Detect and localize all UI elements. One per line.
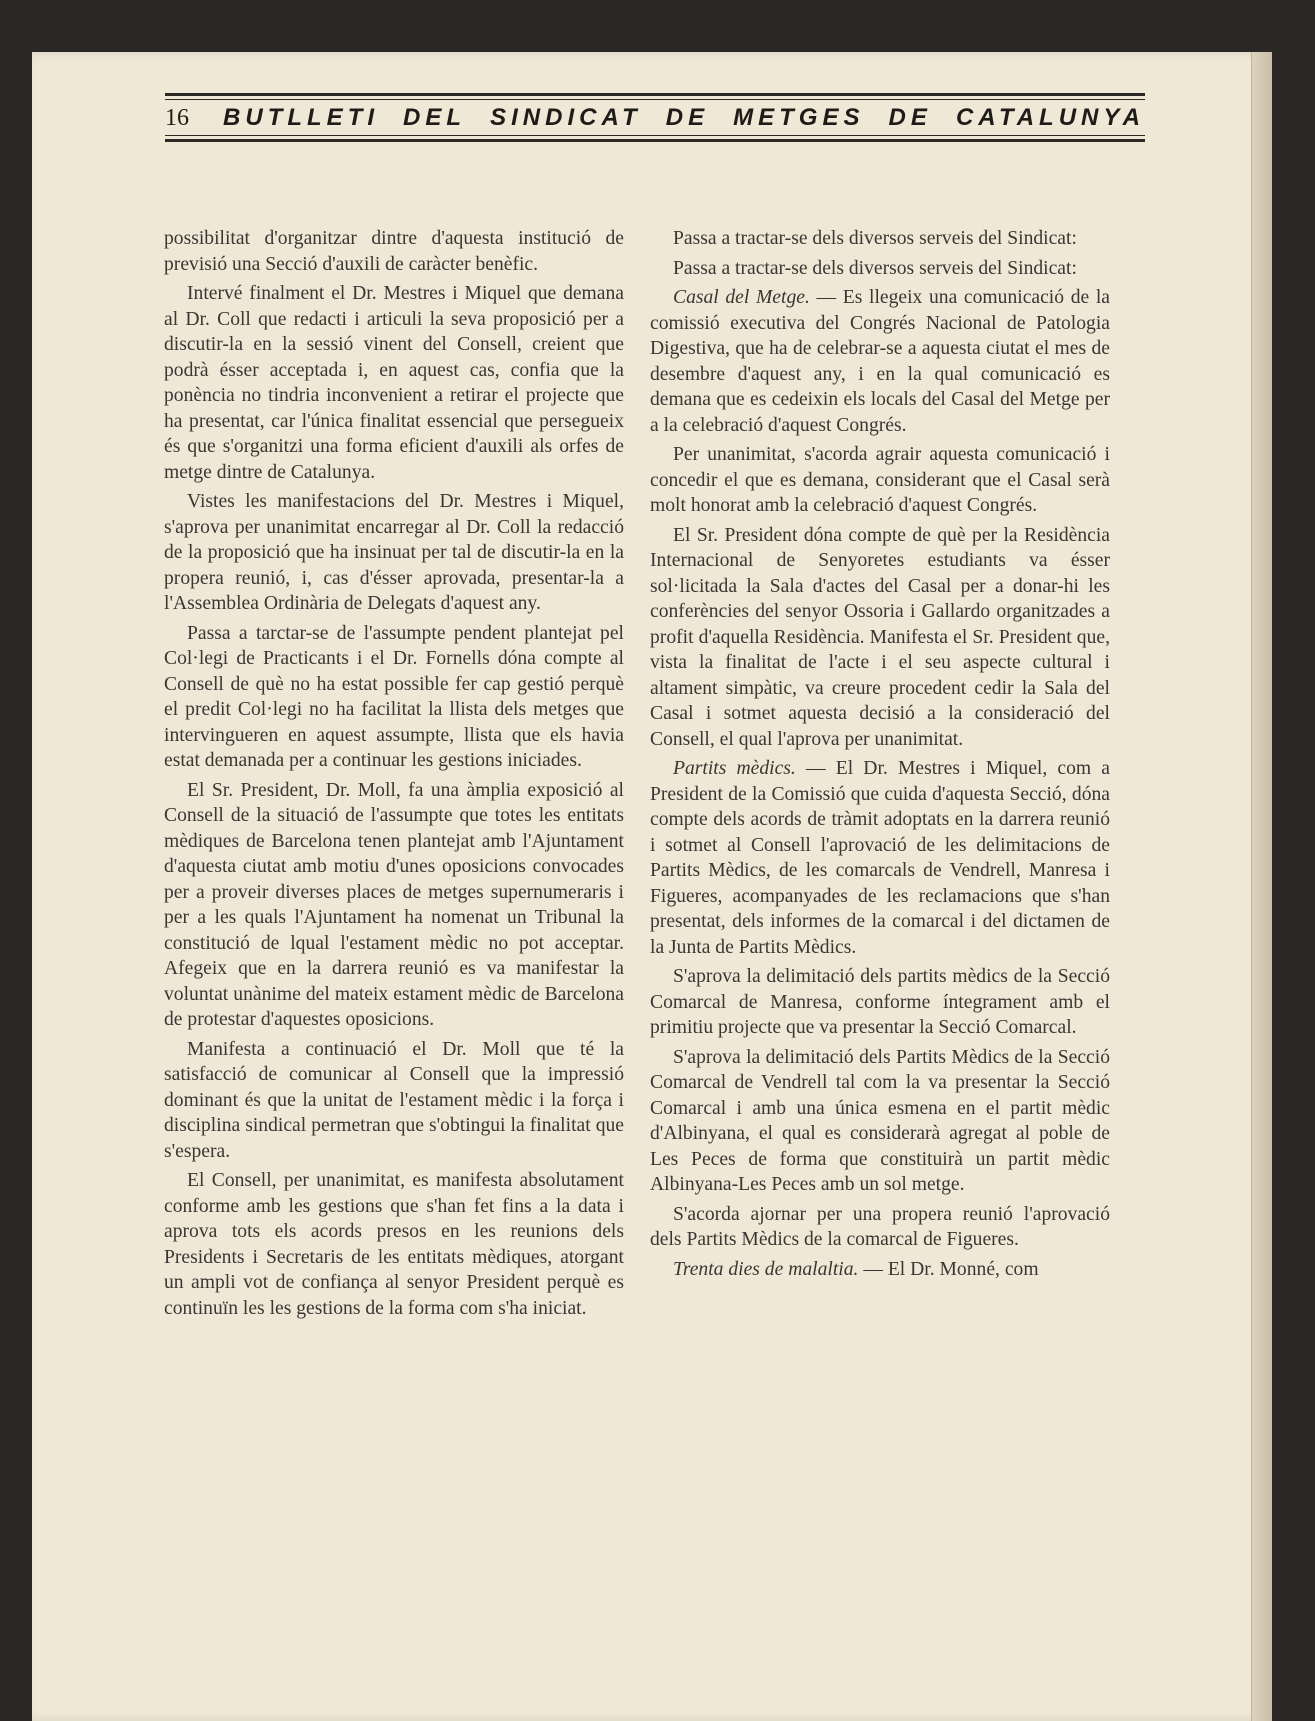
page-number: 16 xyxy=(165,104,189,131)
title-word: DEL xyxy=(403,104,467,131)
paragraph xyxy=(650,523,1110,753)
paragraph: possibilitat d'organitzar dintre d'aquesta institució de previsió una Secció d'auxili de caràcter benèfic. xyxy=(164,228,624,275)
header-rule xyxy=(165,93,1145,96)
paragraph-text: — Es llegeix una comunicació de la comissió executiva del Congrés Nacional de Patologia Digestiva, que ha de celebrar-se a aquesta ciutat el mes de desembre d'aquest any, i en la qual comunicació es demana que es cedeixin els locals del Casal del Metge per a la celebració d'aquest Congrés. xyxy=(650,287,1110,436)
paragraph-text: El Sr. President dóna compte de què per la Residència Internacional de Senyoretes estudiants va ésser sol·licitada la Sala d'actes del Casal per a donar-hi les conferències del senyor Ossoria i Gallardo organitzades a profit d'aquella Residència. Manifesta el Sr. President que, vista la finalitat de l'acte i el seu aspecte cultural i altament simpàtic, va creure procedent cedir la Sala del Casal i sotmet aquesta decisió a la consideració del Consell, el qual l'aprova per unanimitat. xyxy=(650,524,1110,750)
section-lead: Casal del Metge. xyxy=(673,287,810,308)
paragraph-text: Passa a tractar-se dels diversos serveis del Sindicat: xyxy=(673,228,1077,249)
paragraph xyxy=(650,442,1110,519)
header-rule xyxy=(165,99,1145,100)
header-rule xyxy=(165,139,1145,142)
paragraph xyxy=(650,964,1110,1041)
right-column xyxy=(650,226,1110,1286)
header-line xyxy=(165,102,1145,134)
paragraph-text: S'aprova la delimitació dels Partits Mèdics de la Secció Comarcal de Vendrell tal com la va presentar la Secció Comarcal i amb una única esmena en el partit mèdic d'Albinyana, el qual es considerarà agregat al poble de Les Peces de forma que constituirà un partit mèdic Albinyana-Les Peces amb un sol metge. xyxy=(650,1046,1110,1195)
title-word: BUTLLETI xyxy=(223,104,379,131)
paragraph xyxy=(650,1202,1110,1253)
section-lead: Partits mèdics. xyxy=(673,758,796,779)
paragraph: Vistes les manifestacions del Dr. Mestres i Miquel, s'aprova per unanimitat encarregar al Dr. Coll la redacció de la proposició que ha insinuat per tal de discutir-la en la propera reunió, i, cas d'ésser aprovada, presentar-la a l'Assemblea Ordinària de Delegats d'aquest any. xyxy=(164,491,624,614)
paragraph xyxy=(650,1045,1110,1198)
page-edge xyxy=(1251,52,1272,1721)
paragraph-text: Per unanimitat, s'acorda agrair aquesta comunicació i concedir el que es demana, considerant que el Casal serà molt honorat amb la celebració d'aquest Congrés. xyxy=(650,444,1110,516)
paragraph: Manifesta a continuació el Dr. Moll que té la satisfacció de comunicar al Consell que la impressió dominant és que la unitat de l'estament mèdic i la força i disciplina sindical permetran que s'obtingui la finalitat que s'espera. xyxy=(164,1038,624,1162)
paragraph: El Sr. President, Dr. Moll, fa una àmplia exposició al Consell de la situació de l'assumpte que totes les entitats mèdiques de Barcelona tenen plantejat amb l'Ajuntament d'aquesta ciutat amb motiu d'unes oposicions convocades per a proveir diverses places de metges supernumeraris i per a les quals l'Ajuntament ha nomenat un Tribunal la constitució de lqual l'estament mèdic no pot acceptar. Afegeix que en la darrera reunió es va manifestar la voluntat unànime del mateix estament mèdic de Barcelona de protestar d'aquestes oposicions. xyxy=(164,779,624,1030)
paragraph-text: — El Dr. Monné, com xyxy=(858,1258,1039,1280)
paragraph: Passa a tarctar-se de l'assumpte pendent plantejat pel Col·legi de Practicants i el Dr. Fornells dóna compte al Consell de què no ha estat possible fer cap gestió perquè el predit Col·legi no ha facilitat la llista dels metges que intervingueren en aquest assumpte, llista que els havia estat demanada per a continuar les gestions iniciades. xyxy=(164,622,624,771)
title-word: DE xyxy=(888,104,932,131)
paragraph: Intervé finalment el Dr. Mestres i Miquel que demana al Dr. Coll que redacti i articuli la seva proposició per a discutir-la en la sessió vinent del Consell, creient que podrà ésser acceptada i, en aquest cas, confia que la ponència no tindria inconvenient a retirar el projecte que ha presentat, car l'única finalitat essencial que persegueix és que s'organitzi una forma eficient d'auxili als orfes de metge dintre de Catalunya. xyxy=(164,283,624,483)
paragraph-text: S'acorda ajornar per una propera reunió l'aprovació dels Partits Mèdics de la comarcal de Figueres. xyxy=(650,1203,1110,1250)
paragraph xyxy=(650,226,1110,252)
header-rule xyxy=(165,135,1145,136)
left-column xyxy=(164,226,624,1325)
title-word: METGES xyxy=(733,104,865,131)
paragraph xyxy=(650,756,1110,960)
paragraph-text: Passa a tractar-se dels diversos serveis del Sindicat: xyxy=(673,257,1077,279)
paragraph-text: — El Dr. Mestres i Miquel, com a President de la Comissió que cuida d'aquesta Secció, dóna compte dels acords de tràmit adoptats en la darrera reunió i sotmet al Consell l'aprovació de les delimitacions de Partits Mèdics, de les comarcals de Vendrell, Manresa i Figueres, acompanyades de les reclamacions que s'han presentat, dels informes de la comarcal i del dictamen de la Junta de Partits Mèdics. xyxy=(650,758,1111,958)
title-word: DE xyxy=(665,104,710,131)
running-header xyxy=(165,90,1145,146)
journal-title xyxy=(223,104,1145,132)
paragraph xyxy=(650,1257,1110,1283)
paragraph: El Consell, per unanimitat, es manifesta absolutament conforme amb les gestions que s'han fet fins a la data i aprova tots els acords presos en les reunions dels Presidents i Secretaris de les entitats mèdiques, atorgant un ampli vot de confiança al senyor President perquè es continuïn les les gestions de la forma com s'ha iniciat. xyxy=(164,1170,624,1319)
section-lead: Trenta dies de malaltia. xyxy=(673,1258,859,1280)
paragraph xyxy=(650,285,1110,438)
title-word: CATALUNYA xyxy=(955,104,1145,131)
paragraph-text: S'aprova la delimitació dels partits mèdics de la Secció Comarcal de Manresa, conforme íntegrament amb el primitiu projecte que va presentar la Secció Comarcal. xyxy=(650,966,1110,1038)
title-word: SINDICAT xyxy=(490,104,642,131)
paragraph xyxy=(650,256,1110,282)
